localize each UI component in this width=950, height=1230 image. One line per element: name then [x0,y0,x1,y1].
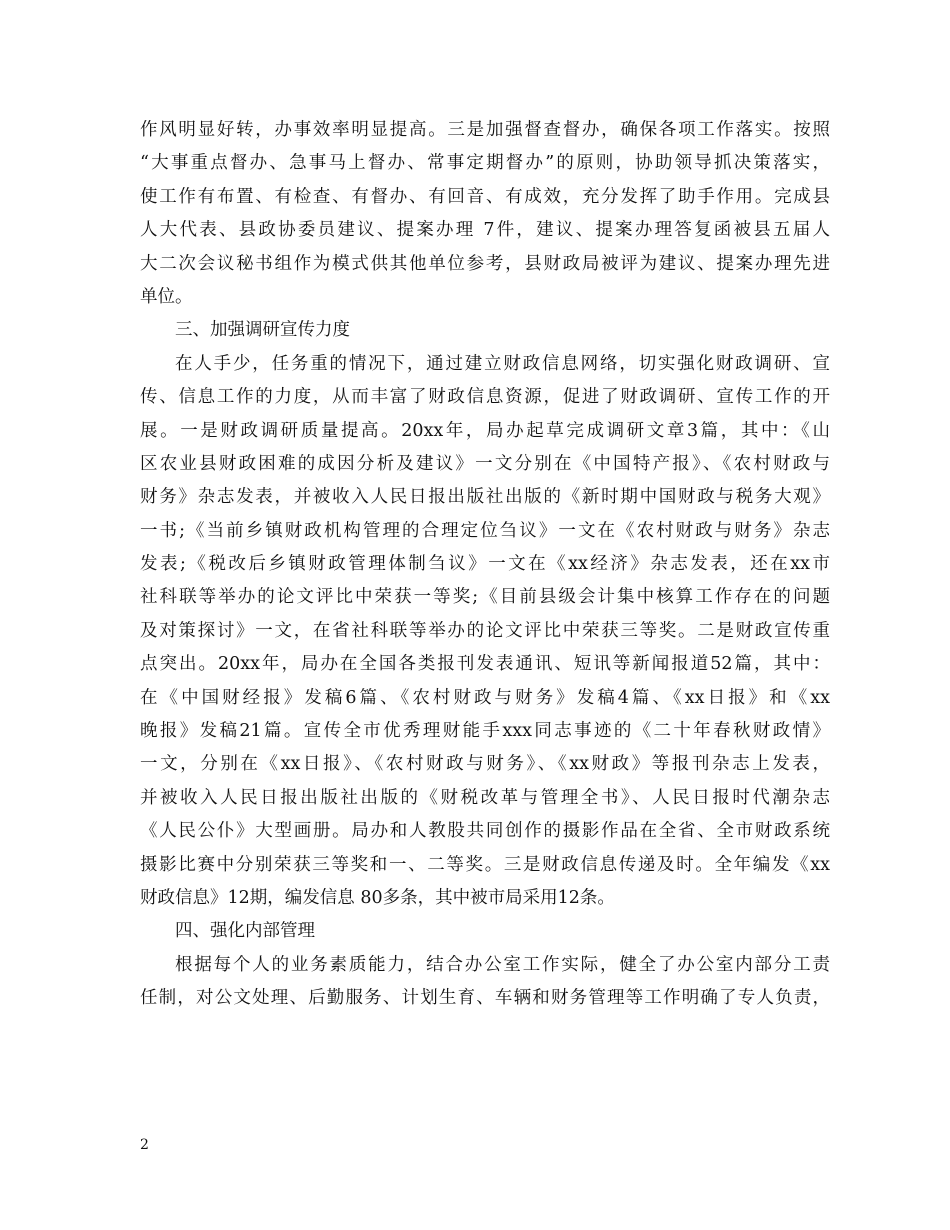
text-line: 社科联等举办的论文评比中荣获一等奖;《目前县级会计集中核算工作存在的问题 [140,587,830,608]
text-line: 发表;《税改后乡镇财政管理体制刍议》一文在《xx经济》杂志发表，还在xx市 [140,554,830,575]
text-line: 一书;《当前乡镇财政机构管理的合理定位刍议》一文在《农村财政与财务》杂志 [140,520,830,541]
text-line: 晚报》发稿21篇。宣传全市优秀理财能手xxx同志事迹的《二十年春秋财政情》 [140,721,830,742]
text-line: 财政信息》12期，编发信息 80多条，其中被市局采用12条。 [140,887,615,908]
text-line: 作风明显好转，办事效率明显提高。三是加强督查督办，确保各项工作落实。按照 [140,120,830,140]
text-line: 一文，分别在《xx日报》、《农村财政与财务》、《xx财政》等报刊杂志上发表， [140,754,830,775]
section-heading: 三、加强调研宣传力度 [175,320,350,341]
text-line: 财务》杂志发表，并被收入人民日报出版社出版的《新时期中国财政与税务大观》 [140,487,830,508]
text-line: 根据每个人的业务素质能力，结合办公室工作实际，健全了办公室内部分工责 [175,954,830,975]
text-line: 在《中国财经报》发稿6篇、《农村财政与财务》发稿4篇、《xx日报》和《xx [140,687,830,708]
text-line: 单位。 [140,286,193,307]
text-line: 在人手少，任务重的情况下，通过建立财政信息网络，切实强化财政调研、宣 [175,353,830,374]
text-line: 任制，对公文处理、后勤服务、计划生育、车辆和财务管理等工作明确了专人负责， [140,988,830,1009]
text-line: 展。一是财政调研质量提高。20xx年，局办起草完成调研文章3篇，其中：《山 [140,420,830,441]
text-line: 使工作有布置、有检查、有督办、有回音、有成效，充分发挥了助手作用。完成县 [140,186,830,207]
text-line: 人大代表、县政协委员建议、提案办理 7件，建议、提案办理答复函被县五届人 [140,220,830,241]
document-body [140,114,830,1016]
text-line: 及对策探讨》一文，在省社科联等举办的论文评比中荣获三等奖。二是财政宣传重 [140,620,830,641]
text-line: 《人民公仆》大型画册。局办和人教股共同创作的摄影作品在全省、全市财政系统 [140,821,830,842]
text-line: 传、信息工作的力度，从而丰富了财政信息资源，促进了财政调研、宣传工作的开 [140,387,830,408]
text-line: 区农业县财政困难的成因分析及建议》一文分别在《中国特产报》、《农村财政与 [140,453,830,474]
text-line: “大事重点督办、急事马上督办、常事定期督办”的原则，协助领导抓决策落实， [140,153,830,174]
text-line: 点突出。20xx年，局办在全国各类报刊发表通讯、短讯等新闻报道52篇，其中： [140,654,830,675]
section-heading: 四、强化内部管理 [175,921,315,942]
text-line: 并被收入人民日报出版社出版的《财税改革与管理全书》、人民日报时代潮杂志 [140,787,830,808]
text-line: 摄影比赛中分别荣获三等奖和一、二等奖。三是财政信息传递及时。全年编发《xx [140,854,830,875]
page-number: 2 [140,1137,149,1153]
text-line: 大二次会议秘书组作为模式供其他单位参考，县财政局被评为建议、提案办理先进 [140,253,830,274]
